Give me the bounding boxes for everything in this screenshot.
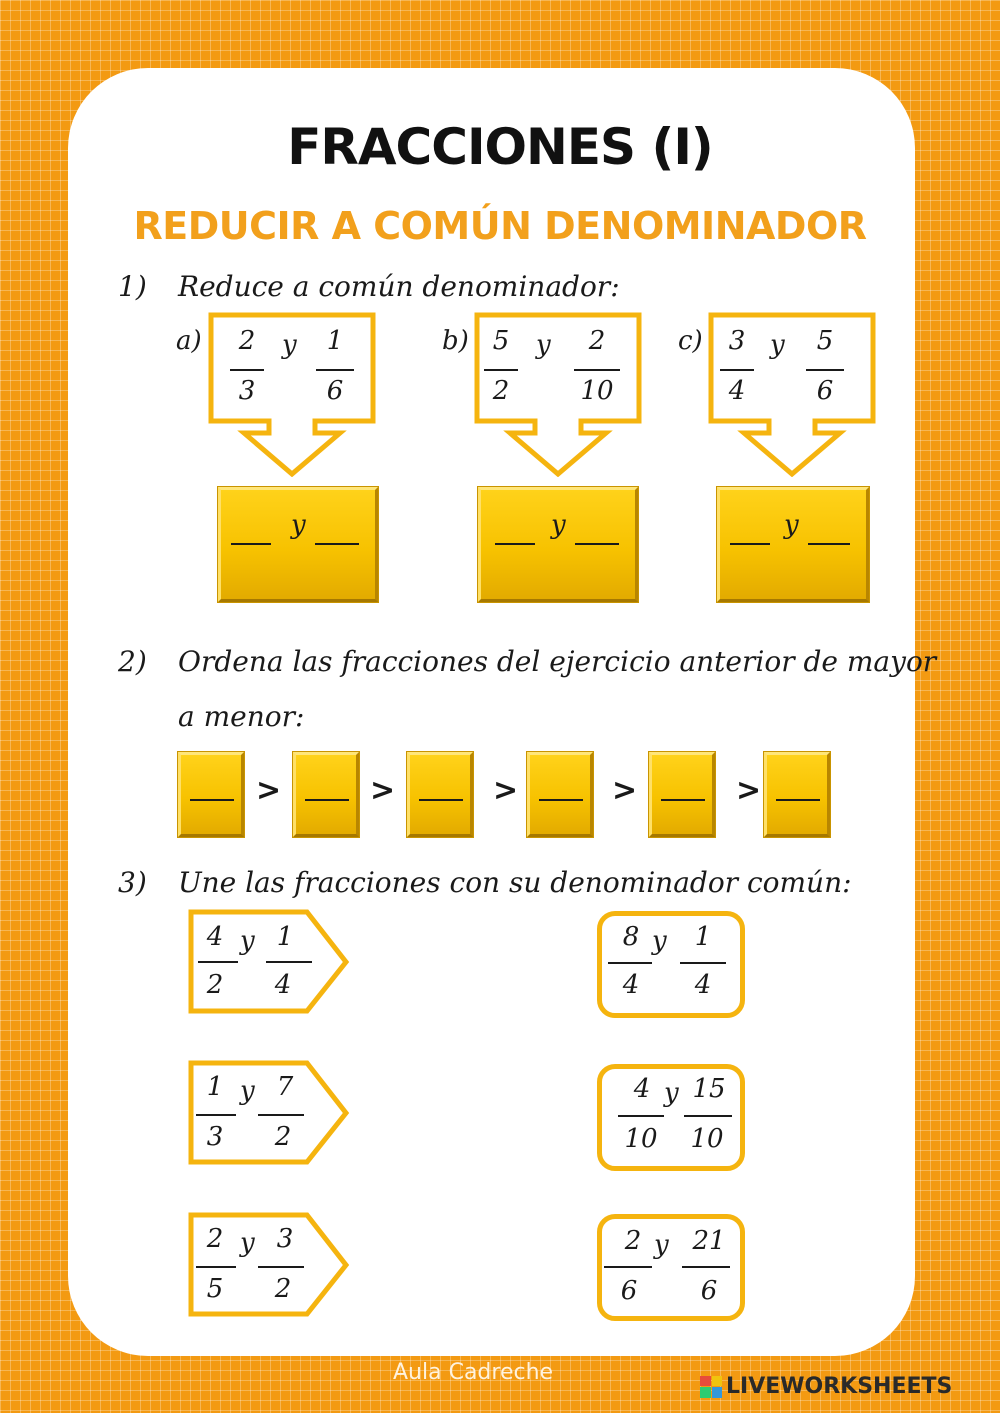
q1-c-answer-box[interactable] (717, 487, 869, 602)
q3-right-2-bar-2 (684, 1115, 732, 1117)
q2-order-box-3[interactable] (407, 752, 473, 837)
q1-a-label: a) (176, 326, 202, 356)
q1-a-numerator-1: 2 (238, 326, 256, 356)
q1-c-fraction-bar-1 (720, 369, 754, 371)
q2-order-box-6[interactable] (764, 752, 830, 837)
q3-left-3-numerator-1: 2 (206, 1224, 224, 1254)
q1-b-fraction-bar-1 (484, 369, 518, 371)
q1-a-y: y (282, 330, 297, 360)
q3-right-1-numerator-2: 1 (694, 922, 712, 952)
q3-right-1-denominator-1: 4 (622, 970, 640, 1000)
q1-b-answer-blank-2[interactable] (575, 543, 619, 545)
q3-right-1-y: y (652, 926, 667, 956)
liveworksheets-logo[interactable] (700, 1374, 952, 1399)
q3-right-1-numerator-1: 8 (622, 922, 640, 952)
q1-b-denominator-2: 10 (580, 376, 614, 406)
q2-greater-than-4: > (612, 773, 638, 808)
q2-greater-than-2: > (370, 773, 396, 808)
liveworksheets-brand: LIVEWORKSHEETS (726, 1374, 953, 1399)
q3-right-2-denominator-2: 10 (690, 1124, 724, 1154)
q1-a-answer-blank-1[interactable] (231, 543, 271, 545)
q3-right-2-bar-1 (618, 1115, 664, 1117)
q3-right-2-denominator-1: 10 (624, 1124, 658, 1154)
q2-order-blank-1[interactable] (190, 799, 234, 801)
q3-left-2-y: y (240, 1076, 255, 1106)
q1-c-numerator-1: 3 (728, 326, 746, 356)
q3-right-2-y: y (664, 1078, 679, 1108)
q1-number: 1) (118, 270, 147, 303)
author-credit: Aula Cadreche (393, 1360, 554, 1385)
q1-c-y: y (770, 330, 785, 360)
q3-left-3-numerator-2: 3 (276, 1224, 294, 1254)
q3-right-1-denominator-2: 4 (694, 970, 712, 1000)
q2-text-line-1: Ordena las fracciones del ejercicio anterior de mayor (178, 645, 937, 678)
q3-right-3-numerator-1: 2 (624, 1226, 642, 1256)
q3-left-2-numerator-2: 7 (276, 1072, 294, 1102)
q3-left-1-denominator-1: 2 (206, 970, 224, 1000)
q1-b-label: b) (442, 326, 469, 356)
q1-a-answer-box[interactable] (218, 487, 378, 602)
q3-text: Une las fracciones con su denominador común: (178, 866, 852, 899)
q3-right-3-bar-2 (682, 1266, 730, 1268)
q1-a-answer-blank-2[interactable] (315, 543, 359, 545)
q3-left-3-bar-2 (258, 1266, 304, 1268)
q1-b-y: y (536, 330, 551, 360)
q3-right-3-bar-1 (604, 1266, 652, 1268)
q3-left-2-bar-1 (196, 1114, 236, 1116)
q3-left-3-denominator-1: 5 (206, 1274, 224, 1304)
q3-left-1-y: y (240, 926, 255, 956)
q3-right-3-denominator-1: 6 (620, 1276, 638, 1306)
q1-text: Reduce a común denominador: (178, 270, 620, 303)
q3-left-1-bar-1 (198, 961, 238, 963)
q3-right-1-bar-1 (608, 962, 652, 964)
q2-order-box-1[interactable] (178, 752, 244, 837)
q1-a-fraction-bar-2 (316, 369, 354, 371)
q1-b-numerator-1: 5 (492, 326, 510, 356)
q3-right-2-numerator-2: 15 (692, 1074, 726, 1104)
q1-a-denominator-1: 3 (238, 376, 256, 406)
q1-c-answer-y: y (784, 510, 799, 540)
q2-order-blank-2[interactable] (305, 799, 349, 801)
q2-greater-than-1: > (256, 773, 282, 808)
q2-order-blank-3[interactable] (419, 799, 463, 801)
q2-greater-than-3: > (493, 773, 519, 808)
q3-right-3-denominator-2: 6 (700, 1276, 718, 1306)
q3-right-3-y: y (654, 1230, 669, 1260)
q3-right-1-bar-2 (680, 962, 726, 964)
q3-left-1-denominator-2: 4 (274, 970, 292, 1000)
q1-c-fraction-bar-2 (806, 369, 844, 371)
q3-left-3-bar-1 (196, 1266, 236, 1268)
q1-a-numerator-2: 1 (326, 326, 344, 356)
q3-right-3-numerator-2: 21 (692, 1226, 726, 1256)
q1-b-numerator-2: 2 (588, 326, 606, 356)
q3-left-1-numerator-1: 4 (206, 922, 224, 952)
q3-right-2-numerator-1: 4 (633, 1074, 651, 1104)
q2-order-box-2[interactable] (293, 752, 359, 837)
q1-a-answer-y: y (291, 510, 306, 540)
page-subtitle: REDUCIR A COMÚN DENOMINADOR (133, 204, 867, 248)
q1-a-denominator-2: 6 (326, 376, 344, 406)
q1-c-answer-blank-2[interactable] (808, 543, 850, 545)
q3-left-2-numerator-1: 1 (206, 1072, 224, 1102)
q3-number: 3) (118, 866, 147, 899)
q3-left-2-bar-2 (258, 1114, 304, 1116)
q2-order-blank-5[interactable] (661, 799, 705, 801)
q3-left-3-y: y (240, 1228, 255, 1258)
liveworksheets-grid-icon (700, 1376, 722, 1398)
q2-order-box-4[interactable] (527, 752, 593, 837)
q3-left-1-numerator-2: 1 (276, 922, 294, 952)
q2-greater-than-5: > (736, 773, 762, 808)
q2-order-blank-4[interactable] (539, 799, 583, 801)
q2-number: 2) (118, 645, 147, 678)
q1-b-fraction-bar-2 (574, 369, 620, 371)
q1-b-answer-blank-1[interactable] (495, 543, 535, 545)
page-title: FRACCIONES (I) (287, 118, 713, 176)
q2-order-box-5[interactable] (649, 752, 715, 837)
q1-a-fraction-bar-1 (230, 369, 264, 371)
q2-text-line-2: a menor: (178, 700, 305, 733)
q2-order-blank-6[interactable] (776, 799, 820, 801)
q3-left-2-denominator-2: 2 (274, 1122, 292, 1152)
q1-b-denominator-1: 2 (492, 376, 510, 406)
q1-b-answer-y: y (551, 510, 566, 540)
q1-c-numerator-2: 5 (816, 326, 834, 356)
q3-left-1-bar-2 (266, 961, 312, 963)
q1-b-answer-box[interactable] (478, 487, 638, 602)
q1-c-answer-blank-1[interactable] (730, 543, 770, 545)
q1-c-denominator-1: 4 (728, 376, 746, 406)
q3-left-2-denominator-1: 3 (206, 1122, 224, 1152)
q3-left-3-denominator-2: 2 (274, 1274, 292, 1304)
q1-c-denominator-2: 6 (816, 376, 834, 406)
q1-c-label: c) (678, 326, 703, 356)
